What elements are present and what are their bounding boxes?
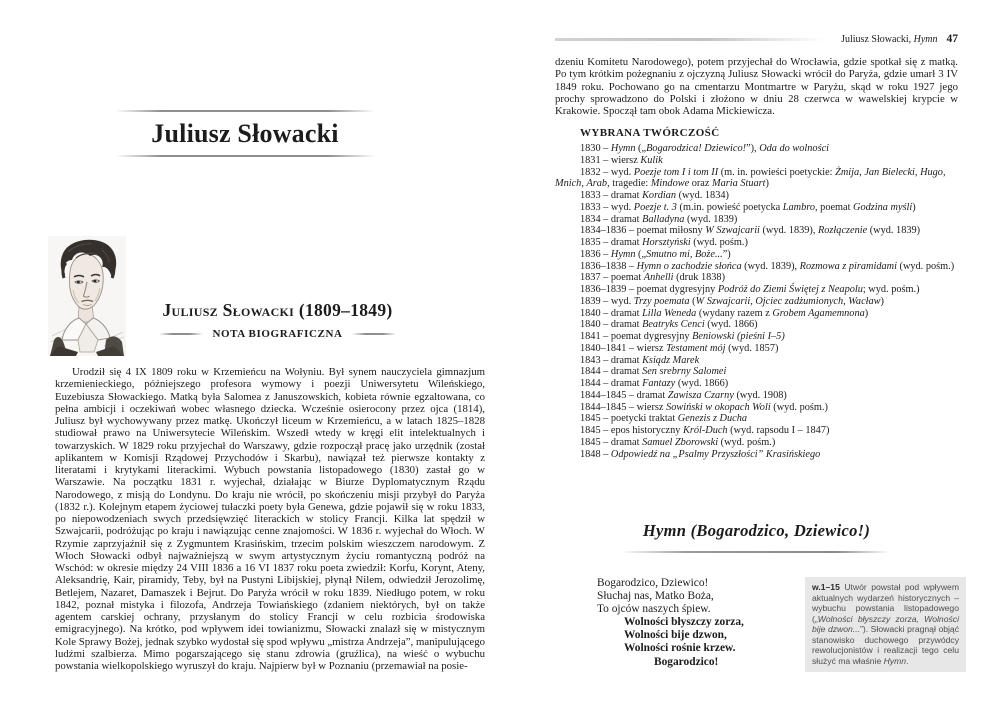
chapter-title: Juliusz Słowacki [151,119,339,148]
work-item: 1840 – dramat Lilla Weneda (wydany razem z Grobem Agamemnona) [580,307,869,319]
margin-note: w.1–15 Utwór powstał pod wpływem aktualnych wydarzeń historycznych – wybuchu powstania listopadowego („Wolności błyszczy zorza, Wolności bije dzwon...”). Słowacki pragnął objąć stanowisko duchowego przywódcy rewolucjonistów i realizacji tego celu służyć ma właśnie Hymn. [805,577,966,672]
poem-line: Bogarodzico, Dziewico! [597,577,709,589]
nota-dash-left [159,333,203,335]
work-item: 1834 – dramat Balladyna (wyd. 1839) [580,213,738,225]
work-item: 1834–1836 – poemat miłosny W Szwajcarii (wyd. 1839), Rozłączenie (wyd. 1839) [580,225,921,237]
work-item: 1844–1845 – dramat Zawisza Czarny (wyd. 1908) [580,389,787,401]
work-item: 1841 – poemat dygresyjny Beniowski (pieśni I–5) [580,331,785,342]
author-portrait [48,236,126,356]
hymn-section-title: Hymn (Bogarodzico, Dziewico!) [642,521,871,540]
poem-line: Wolności rośnie krzew. [624,642,736,655]
work-item: 1839 – wyd. Trzy poemata (W Szwajcarii, Ojciec zadżumionych, Wacław) [580,295,884,307]
poem-line: To ojców naszych śpiew. [597,603,711,616]
work-item: 1844 – dramat Sen srebrny Salomei [580,366,727,378]
nota-dash-right [352,333,396,335]
hymn-title-rule [620,551,890,553]
biography-text: Urodził się 4 IX 1809 roku w Krzemieńcu na Wołyniu. Był synem nauczyciela gimnazjum krzemienieckiego, późniejszego profesora wymowy i poezji Uniwersytetu Wileńskiego, Euzebiusza Słowackiego. Matką była Salomea z Januszowskich, kobieta równie egzaltowana, co pełna ambicji i oczekiwań wobec własnego dziecka. Wcześnie osierocony przez ojca (1814), Juliusz był wychowywany przez matkę. Ukończył liceum w Krzemieńcu, a w latach 1825–1828 studiował prawo na Uniwersytecie Wileńskim. Wszedł wtedy w kręgi elit intelektualnych i towarzyskich. W 1829 roku przyjechał do Warszawy, gdzie rozpoczął pracę jako urzędnik (został aplikantem w Komisji Rządowej Przychodów i Skarbu), nawiązał też pierwsze kontakty z literatami i krytykami literackimi. Wybuch powstania listopadowego (1830) zastał go w Warszawie. Na początku 1831 r. wyjechał, działając w Biurze Dyplomatycznym Rządu Narodowego, z misją do Londynu. Do kraju nie wrócił, po skończeniu misji przybył do Paryża (1832 r.). Kolejnym etapem życiowej tułaczki poety była Genewa, gdzie pojawił się w roku 1833, po niepowodzeniach swych przedsięwzięć literackich w stolicy Francji. Kilka lat spędził w Szwajcarii, podróżując po kraju i nawiązując cenne znajomości. W 1836 r. wyjechał do Włoch. W Rzymie zaprzyjaźnił się z Zygmuntem Krasińskim, trzecim polskim wieszczem narodowym. Z Włoch Słowacki odbył najważniejszą w swym artystycznym życiu romantyczną podróż na Wschód: w okresie między 24 VIII 1836 a 16 VI 1837 roku poeta zwiedził: Korfu, Korynt, Ateny, Aleksandrię, Kair, piramidy, Teby, był na Pustyni Libijskiej, płynął Nilem, odwiedził Jerozolimę, Betlejem, Nazaret, Damaszek i Bejrut. Do Paryża wrócił w roku 1839. Niedługo potem, w roku 1842, poznał mistyka i filozofa, Andrzeja Towiańskiego (zdaniem niektórych, był on także agentem carskiej ochrany, przysłanym do stolicy Francji w celu rozbicia środowiska emigracyjnego). Na krótko, pod wpływem idei towianizmu, Słowacki znalazł się w mistycznym Kole Sprawy Bożej, jednak szybko wydostał się spod wpływu „mistrza Andrzeja”, manipulującego ludźmi szalbierza. Mimo pogarszającego się stanu zdrowia (gruźlica), na wieść o wybuchu powstania wielkopolskiego wyruszył do kraju. Najpierw był w Poznaniu (przemawiał na posie- [55,366,485,672]
chapter-title-banner [115,110,375,157]
work-item: 1844–1845 – wiersz Sowiński w okopach Woli (wyd. pośm.) [580,401,828,413]
poem-line: Wolności bije dzwon, [624,629,727,642]
work-item: 1845 – poetycki traktat Genezis z Ducha [580,413,748,425]
work-item: 1840 – dramat Beatryks Cenci (wyd. 1866) [580,319,758,331]
work-item: 1844 – dramat Fantazy (wyd. 1866) [580,378,729,389]
author-heading-block [125,300,430,340]
biography-section [55,366,485,672]
portrait-sketch-image [48,236,126,356]
work-item: 1832 – wyd. Poezje tom I i tom II (m. in. powieści poetyckie: Żmija, Jan Bielecki, Hugo, Mnich, Arab, tragedie: Mindowe oraz Maria Stuart) [555,166,946,190]
poem-line: Bogarodzico! [654,655,719,668]
work-item: 1843 – dramat Ksiądz Marek [580,354,700,366]
poem-line: Słuchaj nas, Matko Boża, [597,590,714,603]
work-item: 1848 – Odpowiedź na „Psalmy Przyszłości” Krasińskiego [580,448,821,460]
poem-line: Wolności błyszczy zorza, [624,616,744,629]
biography-continuation: dzeniu Komitetu Narodowego), potem przyjechał do Wrocławia, gdzie spotkał się z matką. Po tym krótkim pożegnaniu z ojczyzną Juliusz Słowacki wrócił do Paryża, gdzie umarł 3 IV 1849 roku. Pochowano go na cmentarzu Montmartre w Paryżu, skąd w roku 1927 jego prochy sprowadzono do Polski i złożono w dniu 28 czerwca w wawelskiej krypcie w Krakowie. Spoczął tam obok Adama Mickiewicza. [555,56,958,117]
nota-label: NOTA BIOGRAFICZNA [212,328,343,340]
work-item: 1835 – dramat Horsztyński (wyd. pośm.) [580,237,748,248]
works-heading: WYBRANA TWÓRCZOŚĆ [580,127,720,139]
running-header [555,33,958,45]
work-item: 1836 – Hymn („Smutno mi, Boże...”) [580,248,731,260]
work-item: 1845 – epos historyczny Król-Duch (wyd. rapsodu I – 1847) [580,425,830,436]
works-list [555,143,958,460]
page-number: 47 [946,33,958,45]
work-item: 1833 – wyd. Poezje t. 3 (m.in. powieść poetycka Lambro, poemat Godzina myśli) [580,201,916,213]
hymn-poem [597,577,744,669]
header-rule [555,38,825,41]
work-item: 1840–1841 – wiersz Testament mój (wyd. 1857) [580,342,779,354]
work-item: 1836–1838 – Hymn o zachodzie słońca (wyd. 1839), Rozmowa z piramidami (wyd. pośm.) [580,260,955,272]
work-item: 1845 – dramat Samuel Zborowski (wyd. pośm.) [580,436,776,448]
work-item: 1837 – poemat Anhelli (druk 1838) [580,272,726,284]
work-item: 1831 – wiersz Kulik [580,154,663,166]
work-item: 1836–1839 – poemat dygresyjny Podróż do Ziemi Świętej z Neapolu; wyd. pośm.) [580,284,920,295]
author-heading: Juliusz Słowacki (1809–1849) [162,300,393,320]
work-item: 1833 – dramat Kordian (wyd. 1834) [580,190,729,201]
work-item: 1830 – Hymn („Bogarodzica! Dziewico!”), Oda do wolności [580,143,830,154]
divider-rule-bottom [115,155,375,157]
nota-biograficzna-heading [125,328,430,340]
right-page [500,0,1000,707]
running-title: Juliusz Słowacki, Hymn [841,33,938,45]
